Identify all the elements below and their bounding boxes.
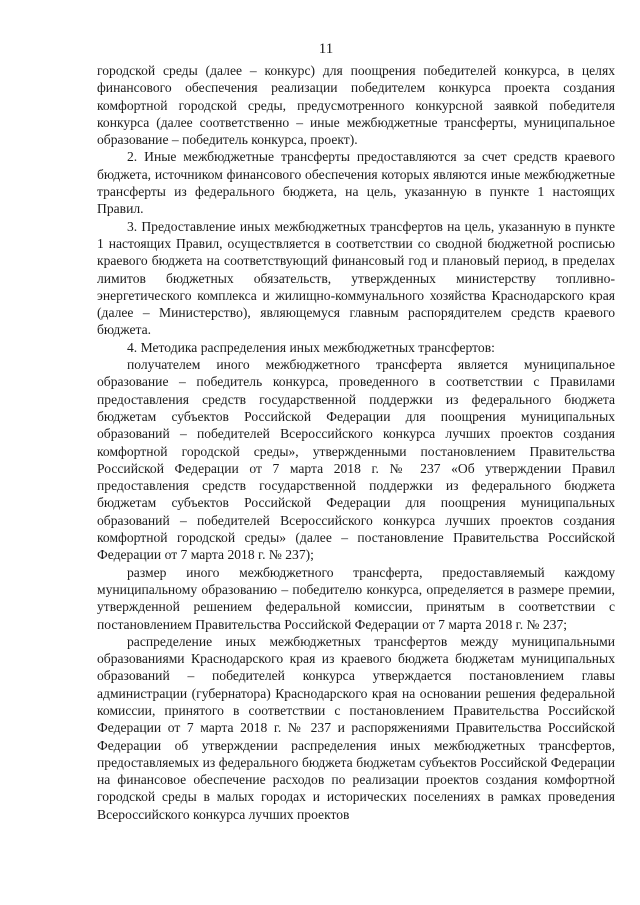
document-page: [97, 40, 615, 823]
document-body: [97, 62, 615, 823]
paragraph-3: 3. Предоставление иных межбюджетных трансфертов на цель, указанную в пункте 1 настоящих Правил, осуществляется в соответствии со сводной бюджетной росписью краевого бюджета на соответствующий финансовый год и плановый период, в пределах лимитов бюджетных обязательств, утвержденных министерству топливно-энергетического комплекса и жилищно-коммунального хозяйства Краснодарского края (далее – Министерство), являющемуся главным распорядителем средств краевого бюджета.: [97, 218, 615, 338]
paragraph-intro: городской среды (далее – конкурс) для поощрения победителей конкурса, в целях финансового обеспечения реализации победителем конкурса проекта создания комфортной городской среды, предусмотренного конкурсной заявкой победителя конкурса (далее соответственно – иные межбюджетные трансферты, муниципальное образование – победитель конкурса, проект).: [97, 63, 615, 148]
paragraph-amount: размер иного межбюджетного трансферта, предоставляемый каждому муниципальному образованию – победителю конкурса, определяется в размере премии, утвержденной решением федеральной комиссии, принятым в соответствии с постановлением Правительства Российской Федерации от 7 марта 2018 г. № 237;: [97, 564, 615, 632]
paragraph-4: 4. Методика распределения иных межбюджетных трансфертов:: [127, 339, 495, 355]
paragraph-recipient: получателем иного межбюджетного трансферта является муниципальное образование – победитель конкурса, проведенного в соответствии с Правилами предоставления средств государственной поддержки из федерального бюджета бюджетам субъектов Российской Федерации для поощрения муниципальных образований – победителей Всероссийского конкурса лучших проектов создания комфортной городской среды», утвержденными постановлением Правительства Российской Федерации от 7 марта 2018 г. № 237 «Об утверждении Правил предоставления средств государственной поддержки из федерального бюджета бюджетам субъектов Российской Федерации для поощрения муниципальных образований – победителей Всероссийского конкурса лучших проектов создания комфортной городской среды» (далее – постановление Правительства Российской Федерации от 7 марта 2018 г. № 237);: [97, 357, 615, 563]
page-number: 11: [318, 41, 334, 57]
paragraph-distribution: распределение иных межбюджетных трансфертов между муниципальными образованиями Краснодарского края из краевого бюджета бюджетам муниципальных образований – победителей конкурса утверждается постановлением главы администрации (губернатора) Краснодарского края на основании решения федеральной комиссии, принятого в соответствии с постановлением Правительства Российской Федерации от 7 марта 2018 г. № 237 и распоряжениями Правительства Российской Федерации об утверждении распределения иных межбюджетных трансфертов, предоставляемых из федерального бюджета бюджетам субъектов Российской Федерации на финансовое обеспечение расходов по реализации проектов создания комфортной городской среды в малых городах и исторических поселениях в рамках проведения Всероссийского конкурса лучших проектов: [97, 633, 615, 822]
paragraph-2: 2. Иные межбюджетные трансферты предоставляются за счет средств краевого бюджета, источником финансового обеспечения которых являются иные межбюджетные трансферты из федерального бюджета, на цель, указанную в пункте 1 настоящих Правил.: [97, 149, 615, 217]
